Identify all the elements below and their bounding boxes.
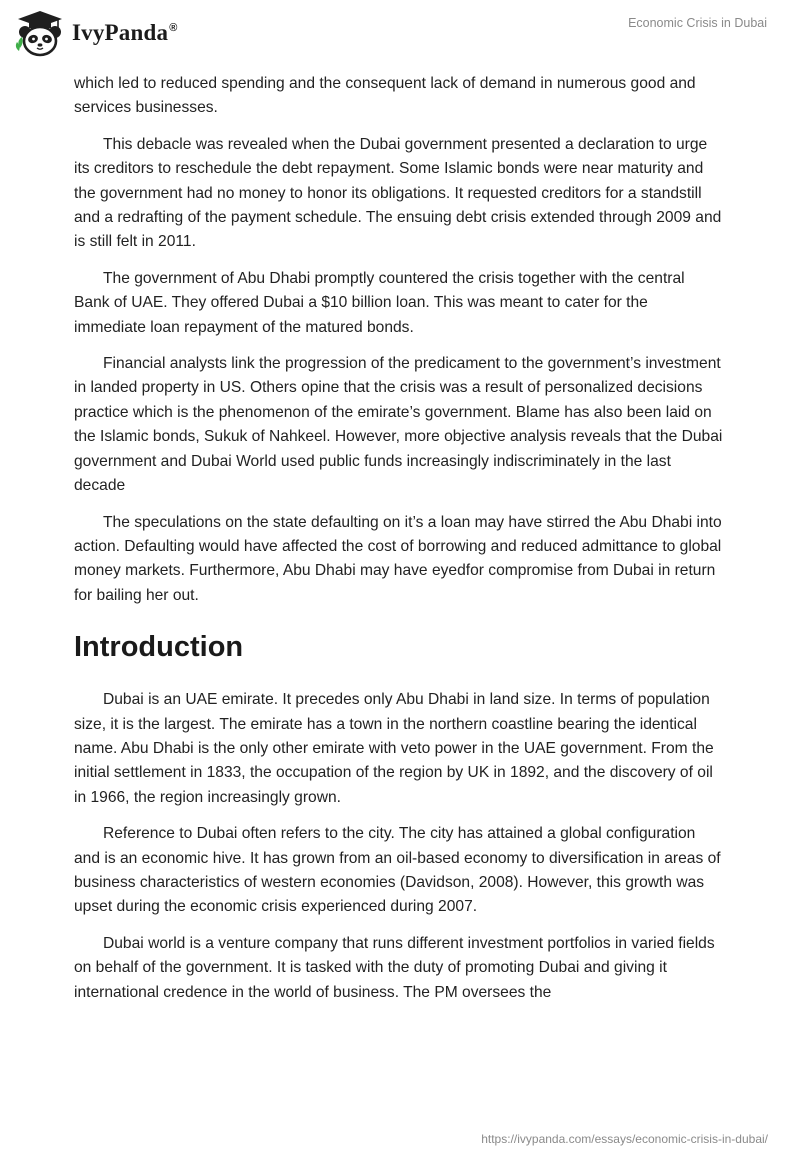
brand-name: IvyPanda® xyxy=(72,20,178,45)
paragraph: The government of Abu Dhabi promptly countered the crisis together with the central Bank of UAE. They offered Dubai a $10 billion loan. This was meant to cater for the immediate loan repayment of the matured bonds. xyxy=(74,269,685,336)
brand-logo[interactable] xyxy=(14,8,178,58)
paragraph: Reference to Dubai often refers to the city. The city has attained a global configuration and is an economic hive. It has grown from an oil-based economy to diversification in areas of business characteristics of western economies (Davidson, 2008). However, this growth was upset during the economic crisis experienced during 2007. xyxy=(74,825,721,916)
paragraph: Dubai world is a venture company that runs different investment portfolios in varied fields on behalf of the government. It is tasked with the duty of promoting Dubai and giving it international credence in the world of business. The PM oversees the xyxy=(74,934,715,1001)
panda-graduate-icon xyxy=(14,8,66,58)
paragraph: Financial analysts link the progression of the predicament to the government’s investment in landed property in US. Others opine that the crisis was a result of personalized decisions practice which is the phenomenon of the emirate’s government. Blame has also been laid on the Islamic bonds, Sukuk of Nahkeel. However, more objective analysis reveals that the Dubai government and Dubai World used public funds increasingly indiscriminately in the last decade xyxy=(74,355,723,495)
section-heading-introduction: Introduction xyxy=(74,631,244,664)
paragraph: which led to reduced spending and the consequent lack of demand in numerous good and services businesses. xyxy=(74,75,696,117)
source-url-link[interactable]: https://ivypanda.com/essays/economic-crisis-in-dubai/ xyxy=(481,1132,768,1146)
paragraph: The speculations on the state defaulting on it’s a loan may have stirred the Abu Dhabi into action. Defaulting would have affected the cost of borrowing and reduced admittance to global money markets. Furthermore, Abu Dhabi may have eyedfor compromise from Dubai in return for bailing her out. xyxy=(74,513,722,604)
page-header xyxy=(0,0,800,66)
document-title: Economic Crisis in Dubai xyxy=(628,16,767,30)
paragraph: This debacle was revealed when the Dubai government presented a declaration to urge its creditors to reschedule the debt repayment. Some Islamic bonds were near maturity and the government had no money to honor its obligations. It requested creditors for a standstill and a redrafting of the payment schedule. The ensuing debt crisis extended through 2009 and is still felt in 2011. xyxy=(74,135,722,251)
essay-body xyxy=(74,72,724,1017)
paragraph: Dubai is an UAE emirate. It precedes only Abu Dhabi in land size. In terms of population size, it is the largest. The emirate has a town in the northern coastline bearing the identical name. Abu Dhabi is the only other emirate with veto power in the UAE government. From the initial settlement in 1833, the occupation of the region by UK in 1892, and the discovery of oil in 1966, the region increasingly grown. xyxy=(74,691,714,806)
